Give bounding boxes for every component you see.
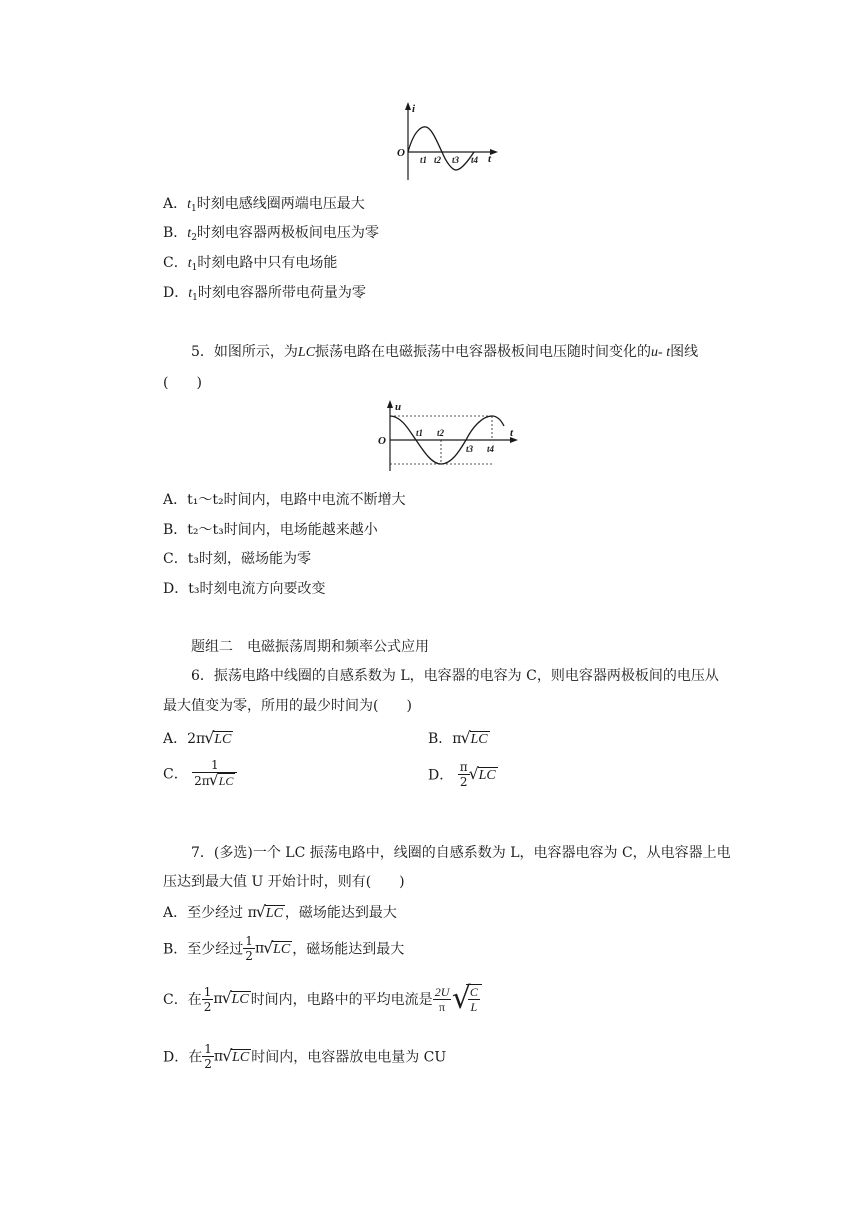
q4-option-a: A．$t_1$时刻电感线圈两端电压最大 [163,196,365,214]
q7-option-c: C．在 $\frac{1}{2}$ π√ LC 时间内，电路中的平均电流是 $\frac{2U}{\pi}$ √ $\frac{C}{L}$ [163,984,482,1014]
q6-option-c: C． $\frac{1}{2\pi√ LC}$ [163,758,237,789]
tick-t1: t1 [416,428,424,438]
q5-stem: 5．如图所示，为LC振荡电路在电磁振荡中电容器极板间电压随时间变化的u- t图线 [191,344,699,360]
q4-option-b: B．$t_2$时刻电容器两极板间电压为零 [163,225,379,243]
q5-option-d: D．t₃时刻电流方向要改变 [163,581,326,597]
group-title: 题组二 电磁振荡周期和频率公式应用 [191,639,429,655]
q6-d-fraction: $\frac{\pi}{2}$ [459,760,468,789]
tick-t4: t4 [471,155,479,165]
q5-option-c: C．t₃时刻，磁场能为零 [163,551,311,567]
origin-label: O [378,435,386,447]
tick-t4: t4 [487,444,495,454]
q4-option-d: D．$t_1$时刻电容器所带电荷量为零 [163,285,366,303]
q6-stem-line2: 最大值变为零，所用的最少时间为( ) [163,698,412,714]
q7-stem-line1: 7．(多选)一个 LC 振荡电路中，线圈的自感系数为 L，电容器电容为 C，从电容器上电 [191,845,731,861]
q5-option-b: B．t₂～t₃时间内，电场能越来越小 [163,522,378,538]
q5-answer-paren: ( ) [163,375,202,391]
half-fraction: $\frac{1}{2}$ [204,1042,212,1071]
half-fraction: $\frac{1}{2}$ [245,934,253,963]
q6-option-d: D． $\frac{\pi}{2}$ √ LC [428,760,498,789]
tick-t3: t3 [452,155,460,165]
origin-label: O [397,147,405,159]
q6-option-a: A．2π√ LC [163,728,233,748]
q7-option-a: A．至少经过 π√ LC ，磁场能达到最大 [163,902,397,922]
q7-stem-line2: 压达到最大值 U 开始计时，则有( ) [163,874,405,890]
q7-option-d: D．在 $\frac{1}{2}$ π√ LC 时间内，电容器放电电量为 CU [163,1042,446,1071]
i-t-graph [394,100,506,182]
q4-option-c: C．$t_1$时刻电路中只有电场能 [163,255,338,273]
x-label: t [510,427,514,439]
sqrt-c-over-l: √ $\frac{C}{L}$ [466,984,482,1014]
y-axis-arrow [387,400,393,408]
q6-c-fraction: $\frac{1}{2\pi√ LC}$ [192,758,237,789]
tick-t3: t3 [466,444,474,454]
q5-option-a: A．t₁～t₂时间内，电路中电流不断增大 [163,492,406,508]
x-label: t [488,153,492,165]
avg-current-fraction: $\frac{2U}{\pi}$ [434,984,450,1014]
q6-option-b: B．π√ LC [428,728,490,748]
y-label: u [395,401,402,413]
u-t-graph [366,396,524,472]
tick-t1: t1 [420,155,428,165]
q7-option-b: B．至少经过 $\frac{1}{2}$ π√ LC ，磁场能达到最大 [163,934,404,963]
x-axis-arrow [490,149,498,155]
tick-t2: t2 [434,155,442,165]
y-axis-arrow [405,102,411,110]
y-label: i [412,103,416,115]
tick-t2: t2 [437,428,445,438]
q6-stem-line1: 6．振荡电路中线圈的自感系数为 L，电容器的电容为 C，则电容器两极板间的电压从 [191,668,719,684]
half-fraction: $\frac{1}{2}$ [203,984,212,1014]
